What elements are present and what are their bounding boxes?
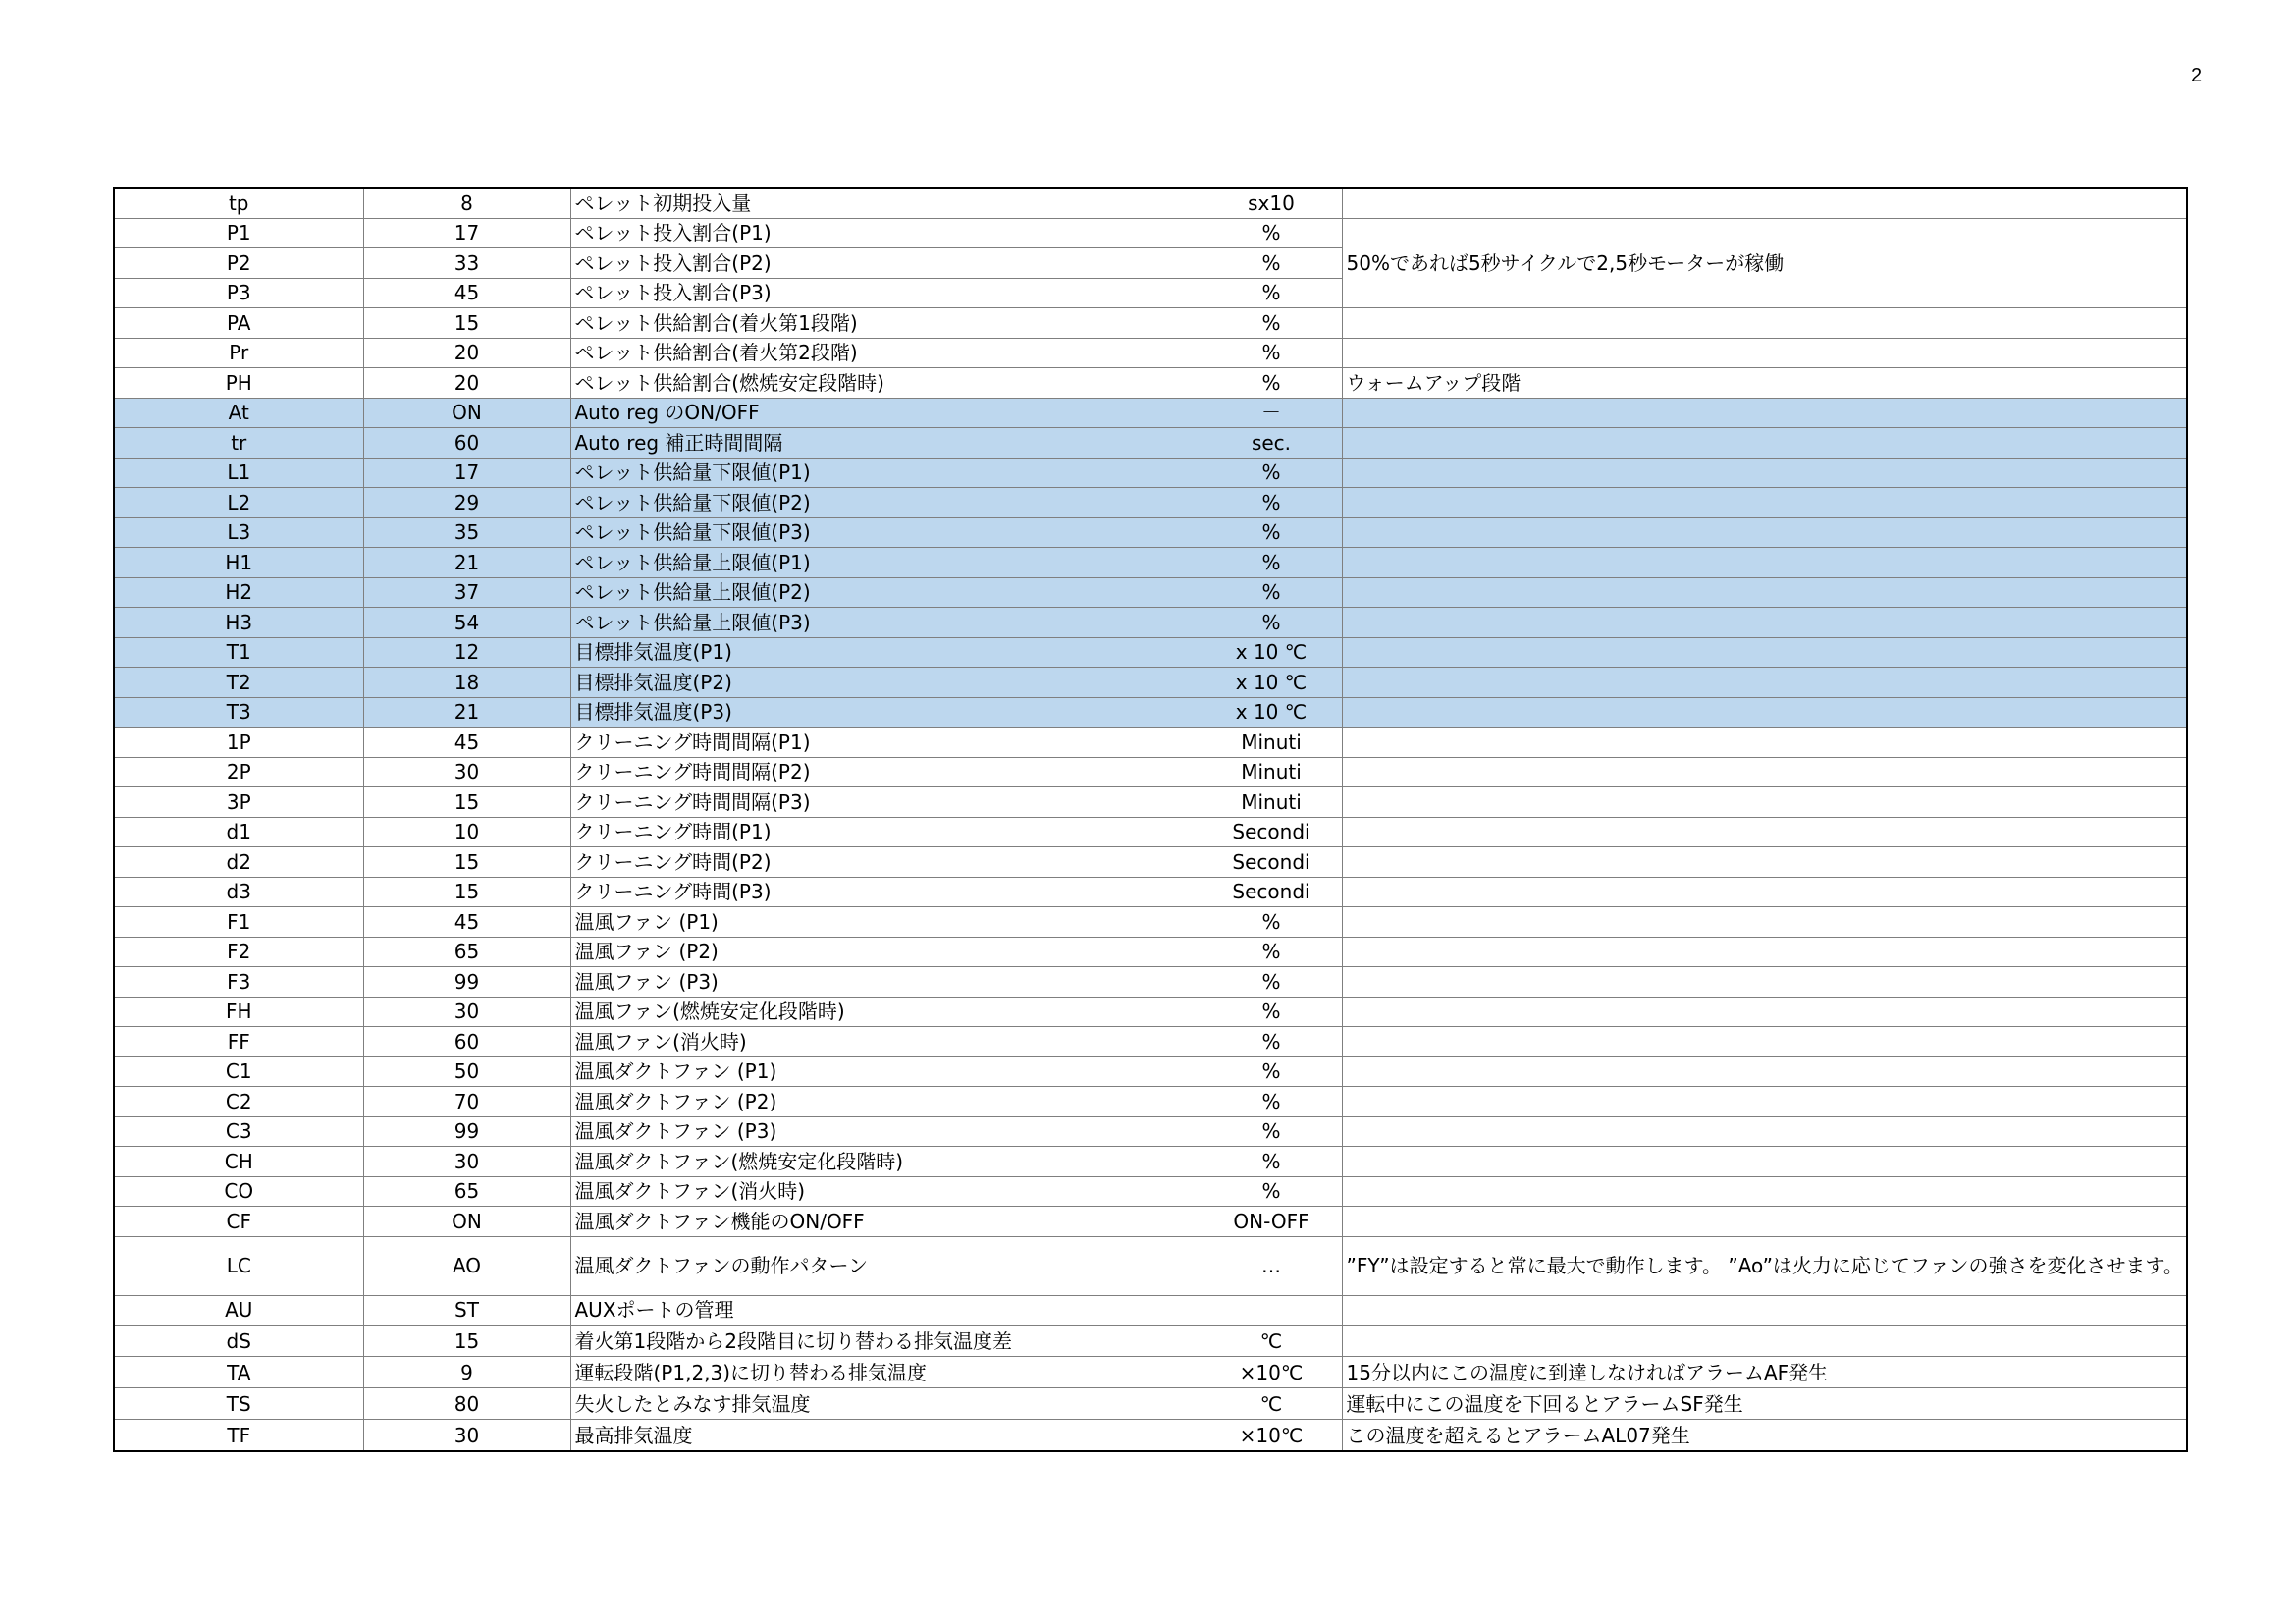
parameter-value: 65 [363,937,570,967]
parameter-description: 温風ダクトファン(燃焼安定化段階時) [570,1147,1201,1177]
parameter-value: 99 [363,1116,570,1147]
parameter-description: 温風ダクトファン (P3) [570,1116,1201,1147]
parameter-code: 1P [114,728,363,758]
parameter-code: C1 [114,1056,363,1087]
table-row [114,1357,2187,1388]
parameter-unit: % [1201,577,1342,608]
parameter-unit: % [1201,907,1342,938]
parameter-value: 35 [363,517,570,548]
parameter-unit: % [1201,1147,1342,1177]
table-row [114,1176,2187,1207]
parameter-note [1342,1056,2187,1087]
parameter-value: 17 [363,458,570,488]
parameter-unit: Minuti [1201,728,1342,758]
parameter-unit: % [1201,937,1342,967]
table-row [114,548,2187,578]
parameter-description: ペレット供給量下限値(P1) [570,458,1201,488]
parameter-description: ペレット供給量上限値(P3) [570,608,1201,638]
parameter-unit: Minuti [1201,787,1342,818]
parameter-code: TA [114,1357,363,1388]
parameter-unit: % [1201,517,1342,548]
parameter-value: 21 [363,548,570,578]
parameter-description: 温風ダクトファン (P1) [570,1056,1201,1087]
parameter-note [1342,548,2187,578]
parameter-code: F2 [114,937,363,967]
table-row [114,1116,2187,1147]
parameter-note [1342,997,2187,1027]
parameter-unit: ℃ [1201,1326,1342,1357]
parameter-code: PH [114,368,363,399]
parameter-note [1342,517,2187,548]
table-row [114,1087,2187,1117]
parameter-description: クリーニング時間間隔(P3) [570,787,1201,818]
parameter-unit: % [1201,458,1342,488]
table-row [114,877,2187,907]
parameter-code: d2 [114,847,363,878]
parameter-code: L2 [114,488,363,518]
table-row [114,668,2187,698]
parameter-description: 温風ファン (P1) [570,907,1201,938]
parameter-description: ペレット供給量下限値(P2) [570,488,1201,518]
parameter-note [1342,188,2187,218]
table-row [114,787,2187,818]
parameter-code: H2 [114,577,363,608]
parameter-value: ST [363,1295,570,1326]
parameter-note [1342,1087,2187,1117]
parameter-note [1342,608,2187,638]
parameter-description: ペレット供給量上限値(P1) [570,548,1201,578]
parameter-description: Auto reg 補正時間間隔 [570,428,1201,459]
parameter-value: 20 [363,368,570,399]
parameter-table [113,187,2188,1452]
parameter-description: 温風ファン(消火時) [570,1027,1201,1057]
table-row [114,517,2187,548]
parameter-description: ペレット供給割合(燃焼安定段階時) [570,368,1201,399]
table-row [114,847,2187,878]
parameter-code: L3 [114,517,363,548]
parameter-note [1342,338,2187,368]
parameter-note [1342,967,2187,998]
parameter-unit: % [1201,368,1342,399]
parameter-note [1342,877,2187,907]
parameter-value: 30 [363,1147,570,1177]
parameter-unit: Minuti [1201,757,1342,787]
table-row [114,697,2187,728]
parameter-unit: % [1201,608,1342,638]
table-row [114,967,2187,998]
parameter-description: 失火したとみなす排気温度 [570,1388,1201,1420]
parameter-value: 9 [363,1357,570,1388]
parameter-description: 目標排気温度(P2) [570,668,1201,698]
parameter-note: 15分以内にこの温度に到達しなければアラームAF発生 [1342,1357,2187,1388]
parameter-description: 温風ダクトファン(消火時) [570,1176,1201,1207]
table-row [114,637,2187,668]
parameter-code: C3 [114,1116,363,1147]
parameter-description: ペレット供給割合(着火第2段階) [570,338,1201,368]
parameter-unit: % [1201,218,1342,248]
parameter-note [1342,787,2187,818]
parameter-unit: % [1201,1087,1342,1117]
parameter-table-body [114,188,2187,1451]
parameter-value: 54 [363,608,570,638]
parameter-note [1342,757,2187,787]
parameter-value: 15 [363,308,570,339]
parameter-note [1342,428,2187,459]
parameter-code: L1 [114,458,363,488]
parameter-code: 2P [114,757,363,787]
table-row [114,1236,2187,1295]
parameter-note: ウォームアップ段階 [1342,368,2187,399]
page-number: 2 [2191,65,2203,86]
table-row [114,577,2187,608]
parameter-description: クリーニング時間間隔(P2) [570,757,1201,787]
parameter-code: 3P [114,787,363,818]
parameter-unit: % [1201,1116,1342,1147]
parameter-value: ON [363,398,570,428]
parameter-note: この温度を超えるとアラームAL07発生 [1342,1420,2187,1452]
parameter-code: d3 [114,877,363,907]
parameter-code: AU [114,1295,363,1326]
parameter-note [1342,1147,2187,1177]
table-row [114,997,2187,1027]
parameter-note [1342,1176,2187,1207]
parameter-note [1342,1295,2187,1326]
parameter-note: 50%であれば5秒サイクルで2,5秒モーターが稼働 [1342,218,2187,308]
parameter-code: tr [114,428,363,459]
parameter-value: 65 [363,1176,570,1207]
parameter-unit: % [1201,1176,1342,1207]
table-row [114,368,2187,399]
parameter-value: 33 [363,248,570,279]
parameter-code: H1 [114,548,363,578]
parameter-description: Auto reg のON/OFF [570,398,1201,428]
parameter-unit: % [1201,548,1342,578]
parameter-description: 温風ダクトファンの動作パターン [570,1236,1201,1295]
parameter-value: 20 [363,338,570,368]
parameter-code: T3 [114,697,363,728]
parameter-note [1342,398,2187,428]
parameter-note: 運転中にこの温度を下回るとアラームSF発生 [1342,1388,2187,1420]
parameter-unit: Secondi [1201,847,1342,878]
parameter-description: ペレット投入割合(P1) [570,218,1201,248]
parameter-value: ON [363,1207,570,1237]
parameter-description: ペレット初期投入量 [570,188,1201,218]
parameter-unit: % [1201,248,1342,279]
parameter-description: 温風ファン (P3) [570,967,1201,998]
table-row [114,1388,2187,1420]
parameter-value: 45 [363,278,570,308]
parameter-code: LC [114,1236,363,1295]
parameter-unit: % [1201,488,1342,518]
table-row [114,338,2187,368]
parameter-code: P1 [114,218,363,248]
parameter-code: tp [114,188,363,218]
parameter-value: 45 [363,728,570,758]
table-row [114,1027,2187,1057]
parameter-code: FH [114,997,363,1027]
parameter-value: 30 [363,757,570,787]
parameter-code: TS [114,1388,363,1420]
table-row [114,608,2187,638]
parameter-description: ペレット投入割合(P3) [570,278,1201,308]
parameter-description: ペレット投入割合(P2) [570,248,1201,279]
parameter-description: クリーニング時間(P2) [570,847,1201,878]
parameter-value: 15 [363,787,570,818]
parameter-note [1342,1207,2187,1237]
parameter-note [1342,308,2187,339]
parameter-unit: % [1201,308,1342,339]
parameter-code: P2 [114,248,363,279]
parameter-note [1342,1116,2187,1147]
parameter-description: ペレット供給量下限値(P3) [570,517,1201,548]
parameter-note [1342,1027,2187,1057]
parameter-value: 18 [363,668,570,698]
table-row [114,1420,2187,1452]
parameter-description: 温風ファン(燃焼安定化段階時) [570,997,1201,1027]
parameter-code: T1 [114,637,363,668]
parameter-description: クリーニング時間(P1) [570,817,1201,847]
parameter-unit: x 10 ℃ [1201,668,1342,698]
parameter-unit: Secondi [1201,817,1342,847]
parameter-note [1342,488,2187,518]
parameter-code: d1 [114,817,363,847]
parameter-code: CO [114,1176,363,1207]
parameter-description: ペレット供給割合(着火第1段階) [570,308,1201,339]
table-row [114,218,2187,248]
table-row [114,1056,2187,1087]
parameter-value: 29 [363,488,570,518]
parameter-value: 60 [363,1027,570,1057]
parameter-note [1342,817,2187,847]
parameter-note [1342,577,2187,608]
parameter-unit: % [1201,338,1342,368]
parameter-unit: x 10 ℃ [1201,697,1342,728]
table-row [114,308,2187,339]
parameter-value: AO [363,1236,570,1295]
parameter-unit [1201,1295,1342,1326]
parameter-description: 目標排気温度(P1) [570,637,1201,668]
parameter-description: クリーニング時間(P3) [570,877,1201,907]
parameter-note [1342,907,2187,938]
table-row [114,1326,2187,1357]
table-row [114,728,2187,758]
parameter-code: PA [114,308,363,339]
parameter-note [1342,458,2187,488]
parameter-code: T2 [114,668,363,698]
parameter-note [1342,637,2187,668]
parameter-description: 温風ダクトファン (P2) [570,1087,1201,1117]
parameter-description: 温風ファン (P2) [570,937,1201,967]
parameter-note: ”FY”は設定すると常に最大で動作します。 ”Ao”は火力に応じてファンの強さを変化させます。 [1342,1236,2187,1295]
table-row [114,428,2187,459]
parameter-value: 10 [363,817,570,847]
parameter-code: H3 [114,608,363,638]
parameter-value: 15 [363,847,570,878]
parameter-code: TF [114,1420,363,1452]
parameter-value: 37 [363,577,570,608]
parameter-description: 着火第1段階から2段階目に切り替わる排気温度差 [570,1326,1201,1357]
parameter-code: CH [114,1147,363,1177]
parameter-value: 12 [363,637,570,668]
parameter-description: 温風ダクトファン機能のON/OFF [570,1207,1201,1237]
parameter-unit: % [1201,997,1342,1027]
parameter-unit: … [1201,1236,1342,1295]
parameter-unit: ON-OFF [1201,1207,1342,1237]
parameter-code: F3 [114,967,363,998]
parameter-code: P3 [114,278,363,308]
table-row [114,1295,2187,1326]
parameter-note [1342,1326,2187,1357]
parameter-value: 30 [363,997,570,1027]
parameter-unit: ℃ [1201,1388,1342,1420]
table-row [114,937,2187,967]
parameter-description: 運転段階(P1,2,3)に切り替わる排気温度 [570,1357,1201,1388]
parameter-code: Pr [114,338,363,368]
parameter-unit: % [1201,967,1342,998]
parameter-description: ペレット供給量上限値(P2) [570,577,1201,608]
parameter-value: 8 [363,188,570,218]
parameter-unit: Secondi [1201,877,1342,907]
parameter-code: F1 [114,907,363,938]
parameter-code: C2 [114,1087,363,1117]
parameter-value: 15 [363,1326,570,1357]
parameter-description: クリーニング時間間隔(P1) [570,728,1201,758]
table-row [114,757,2187,787]
parameter-unit: sec. [1201,428,1342,459]
parameter-note [1342,937,2187,967]
parameter-value: 17 [363,218,570,248]
parameter-code: FF [114,1027,363,1057]
parameter-value: 60 [363,428,570,459]
parameter-unit: sx10 [1201,188,1342,218]
parameter-note [1342,728,2187,758]
parameter-unit: ×10℃ [1201,1357,1342,1388]
parameter-note [1342,697,2187,728]
table-row [114,398,2187,428]
parameter-code: dS [114,1326,363,1357]
parameter-description: AUXポートの管理 [570,1295,1201,1326]
table-row [114,817,2187,847]
parameter-value: 70 [363,1087,570,1117]
parameter-note [1342,847,2187,878]
parameter-description: 最高排気温度 [570,1420,1201,1452]
parameter-unit: x 10 ℃ [1201,637,1342,668]
table-row [114,1147,2187,1177]
parameter-unit: － [1201,398,1342,428]
parameter-note [1342,668,2187,698]
parameter-description: 目標排気温度(P3) [570,697,1201,728]
parameter-value: 15 [363,877,570,907]
parameter-code: At [114,398,363,428]
parameter-value: 45 [363,907,570,938]
parameter-unit: % [1201,1027,1342,1057]
parameter-value: 30 [363,1420,570,1452]
table-row [114,458,2187,488]
parameter-unit: % [1201,278,1342,308]
parameter-value: 80 [363,1388,570,1420]
table-row [114,188,2187,218]
parameter-value: 50 [363,1056,570,1087]
parameter-value: 99 [363,967,570,998]
table-row [114,1207,2187,1237]
parameter-unit: ×10℃ [1201,1420,1342,1452]
parameter-unit: % [1201,1056,1342,1087]
table-row [114,488,2187,518]
table-row [114,907,2187,938]
parameter-value: 21 [363,697,570,728]
parameter-code: CF [114,1207,363,1237]
